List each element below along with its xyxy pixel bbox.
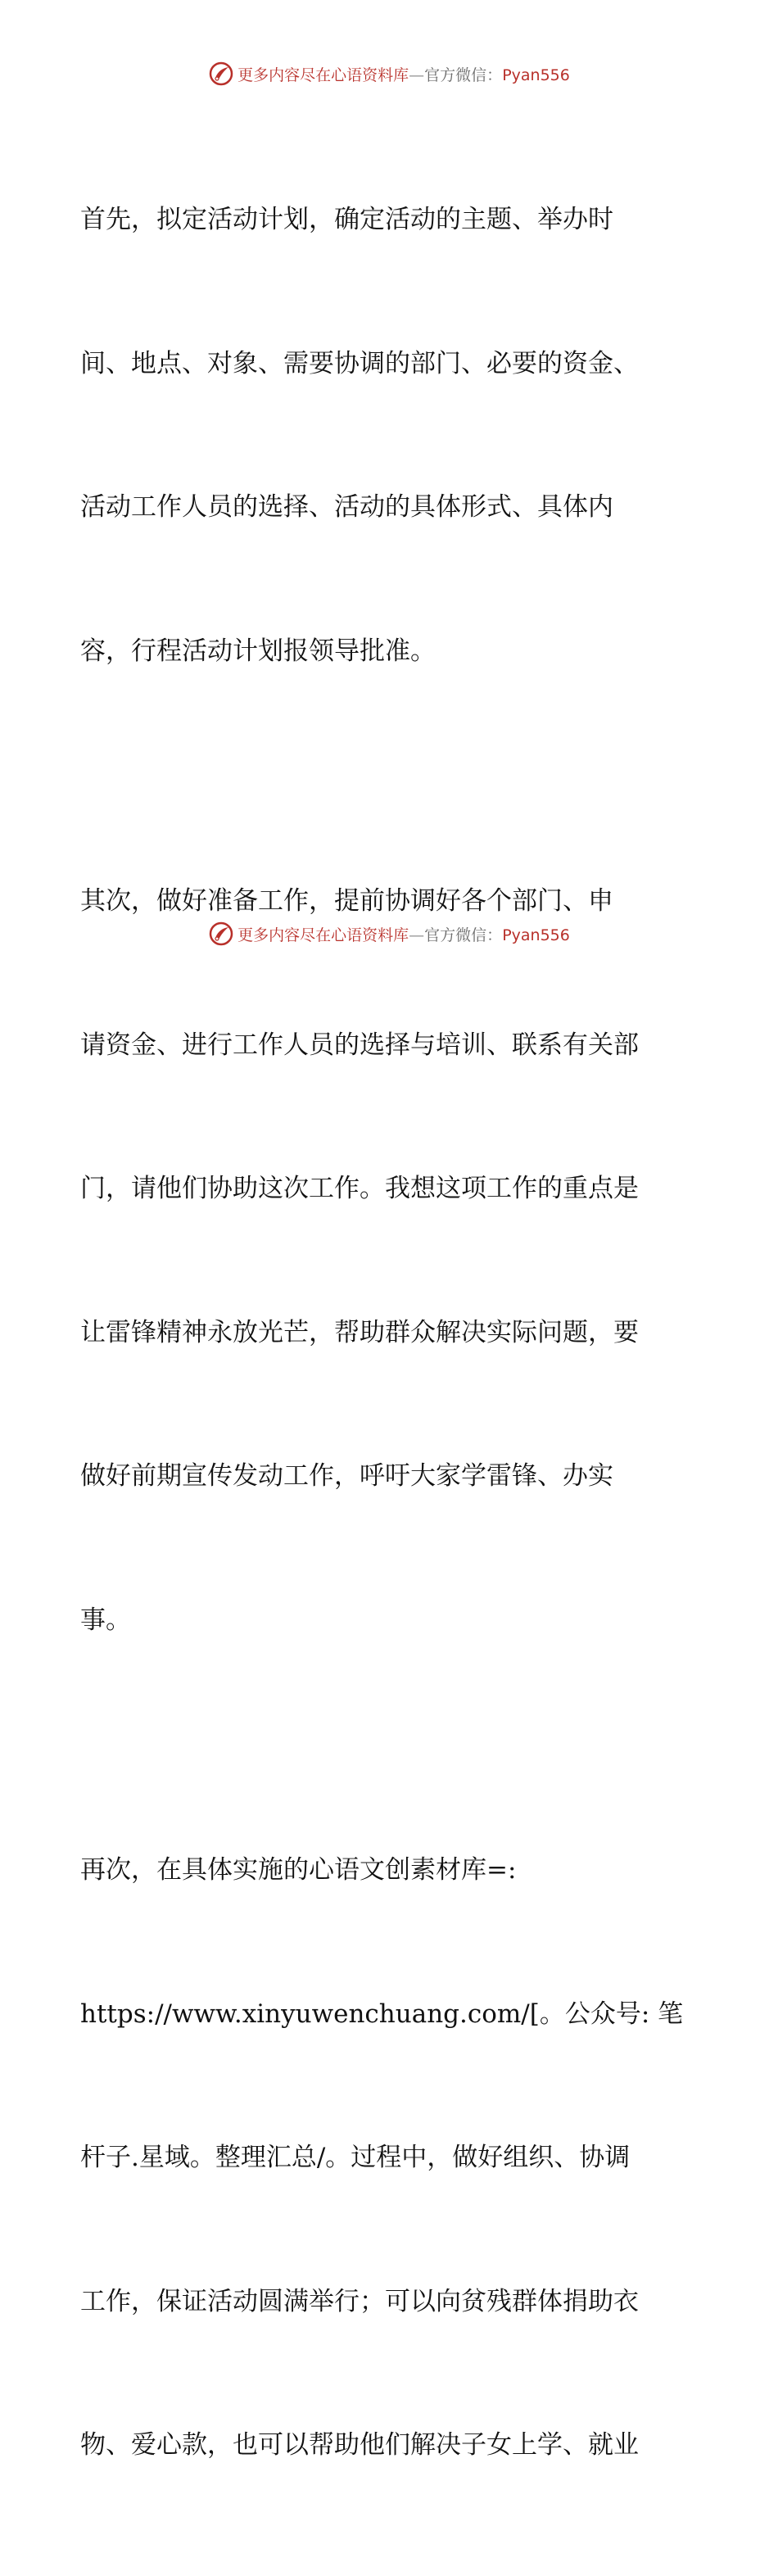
footer-banner	[0, 919, 778, 948]
text-line: 再次，在具体实施的心语文创素材库=:	[80, 1855, 517, 1885]
text-line: 门，请他们协助这次工作。我想这项工作的重点是	[80, 1174, 639, 1203]
header-banner-text: 更多内容尽在心语资料库—官方微信：Pyan556	[237, 66, 570, 84]
text-line: 让雷锋精神永放光芒，帮助群众解决实际问题，要	[80, 1317, 639, 1347]
text-line: 工作，保证活动圆满举行；可以向贫残群体捐助衣	[80, 2286, 639, 2316]
text-line: 容，行程活动计划报领导批准。	[80, 636, 436, 666]
text-line: 活动工作人员的选择、活动的具体形式、具体内	[80, 492, 613, 522]
text-line: 间、地点、对象、需要协调的部门、必要的资金、	[80, 348, 639, 378]
text-line: 其次，做好准备工作，提前协调好各个部门、申	[80, 886, 613, 916]
text-line: 物、爱心款，也可以帮助他们解决子女上学、就业	[80, 2430, 639, 2460]
paragraph-3	[80, 1750, 703, 2565]
text-line: 请资金、进行工作人员的选择与培训、联系有关部	[80, 1030, 639, 1060]
text-line: 杆子.星域。整理汇总/。过程中，做好组织、协调	[80, 2143, 631, 2172]
brand-logo-icon	[208, 921, 234, 947]
header-banner	[0, 59, 778, 88]
document-body	[80, 100, 703, 2576]
brand-logo-icon	[208, 61, 234, 87]
text-line: 做好前期宣传发动工作，呼吁大家学雷锋、办实	[80, 1461, 613, 1491]
text-line: 事。	[80, 1605, 131, 1635]
paragraph-1	[80, 100, 703, 771]
text-line: 首先，拟定活动计划，确定活动的主题、举办时	[80, 205, 613, 234]
footer-banner-text: 更多内容尽在心语资料库—官方微信：Pyan556	[237, 926, 570, 944]
text-line: https://www.xinyuwenchuang.com/[。公众号: 笔	[80, 1999, 684, 2029]
